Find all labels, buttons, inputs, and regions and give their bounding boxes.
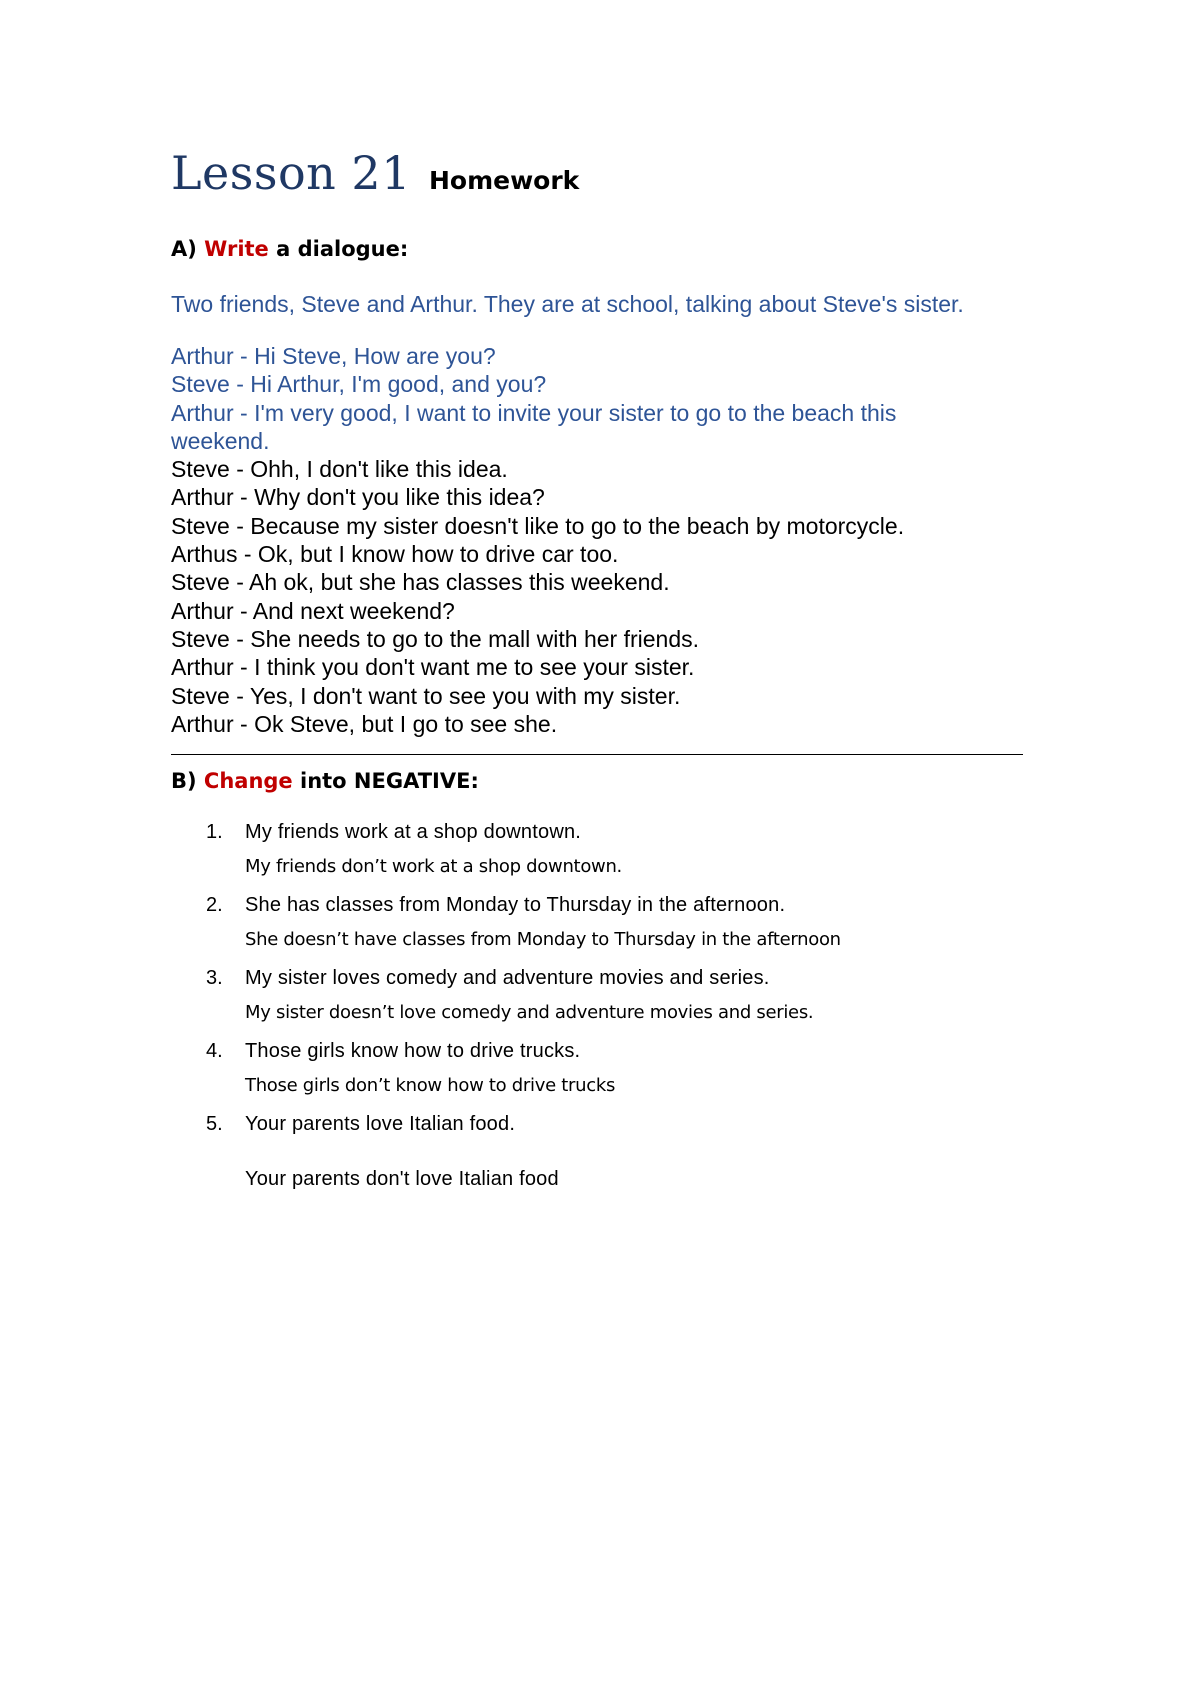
dialogue-line: weekend. — [171, 427, 270, 454]
dialogue-list — [171, 342, 1051, 738]
dialogue-line: Steve - She needs to go to the mall with her friends. — [171, 625, 700, 652]
exercise-answer: My sister doesn’t love comedy and adventure movies and series. — [245, 1002, 814, 1023]
section-b-instruction: into NEGATIVE: — [300, 769, 479, 793]
homework-label: Homework — [428, 166, 580, 195]
exercise-answer: She doesn’t have classes from Monday to Thursday in the afternoon — [245, 929, 841, 950]
exercise-number: 5. — [206, 1113, 223, 1135]
dialogue-line: Arthur - I think you don't want me to see your sister. — [171, 654, 695, 681]
exercise-sentence: Your parents love Italian food. — [245, 1113, 516, 1135]
lesson-title: Lesson 21 — [171, 146, 411, 200]
section-a-keyword: Write — [204, 237, 269, 261]
dialogue-line: Steve - Ah ok, but she has classes this weekend. — [171, 569, 670, 596]
section-a-heading — [171, 237, 408, 261]
dialogue-line: Arthur - Why don't you like this idea? — [171, 484, 545, 511]
exercise-number: 2. — [206, 894, 223, 916]
exercise-sentence: She has classes from Monday to Thursday in the afternoon. — [245, 894, 786, 916]
exercise-number: 4. — [206, 1040, 223, 1062]
dialogue-intro: Two friends, Steve and Arthur. They are at school, talking about Steve's sister. — [171, 291, 964, 317]
dialogue-line: Steve - Because my sister doesn't like to go to the beach by motorcycle. — [171, 512, 905, 539]
exercise-sentence: My sister loves comedy and adventure movies and series. — [245, 967, 770, 989]
page-title — [171, 146, 579, 200]
exercise-answer: Your parents don't love Italian food — [245, 1168, 559, 1190]
dialogue-line: Steve - Ohh, I don't like this idea. — [171, 456, 508, 483]
exercise-answer: My friends don’t work at a shop downtown. — [245, 856, 622, 877]
dialogue-line: Steve - Hi Arthur, I'm good, and you? — [171, 371, 547, 398]
section-b-letter: B) — [171, 769, 197, 793]
dialogue-line: Arthur - Ok Steve, but I go to see she. — [171, 710, 558, 737]
section-b-heading — [171, 769, 479, 793]
dialogue-line: Arthur - And next weekend? — [171, 597, 455, 624]
dialogue-line: Steve - Yes, I don't want to see you with my sister. — [171, 682, 681, 709]
exercise-number: 3. — [206, 967, 223, 989]
exercise-number: 1. — [206, 821, 223, 843]
section-a-letter: A) — [171, 237, 197, 261]
section-a-instruction: a dialogue: — [276, 237, 409, 261]
exercise-sentence: Those girls know how to drive trucks. — [245, 1040, 581, 1062]
dialogue-line: Arthur - I'm very good, I want to invite your sister to go to the beach this — [171, 399, 897, 426]
exercise-answer: Those girls don’t know how to drive trucks — [245, 1075, 616, 1096]
exercise-sentence: My friends work at a shop downtown. — [245, 821, 582, 843]
dialogue-line: Arthur - Hi Steve, How are you? — [171, 343, 496, 369]
section-b-keyword: Change — [203, 769, 293, 793]
section-divider — [171, 754, 1023, 755]
dialogue-line: Arthus - Ok, but I know how to drive car too. — [171, 541, 619, 568]
